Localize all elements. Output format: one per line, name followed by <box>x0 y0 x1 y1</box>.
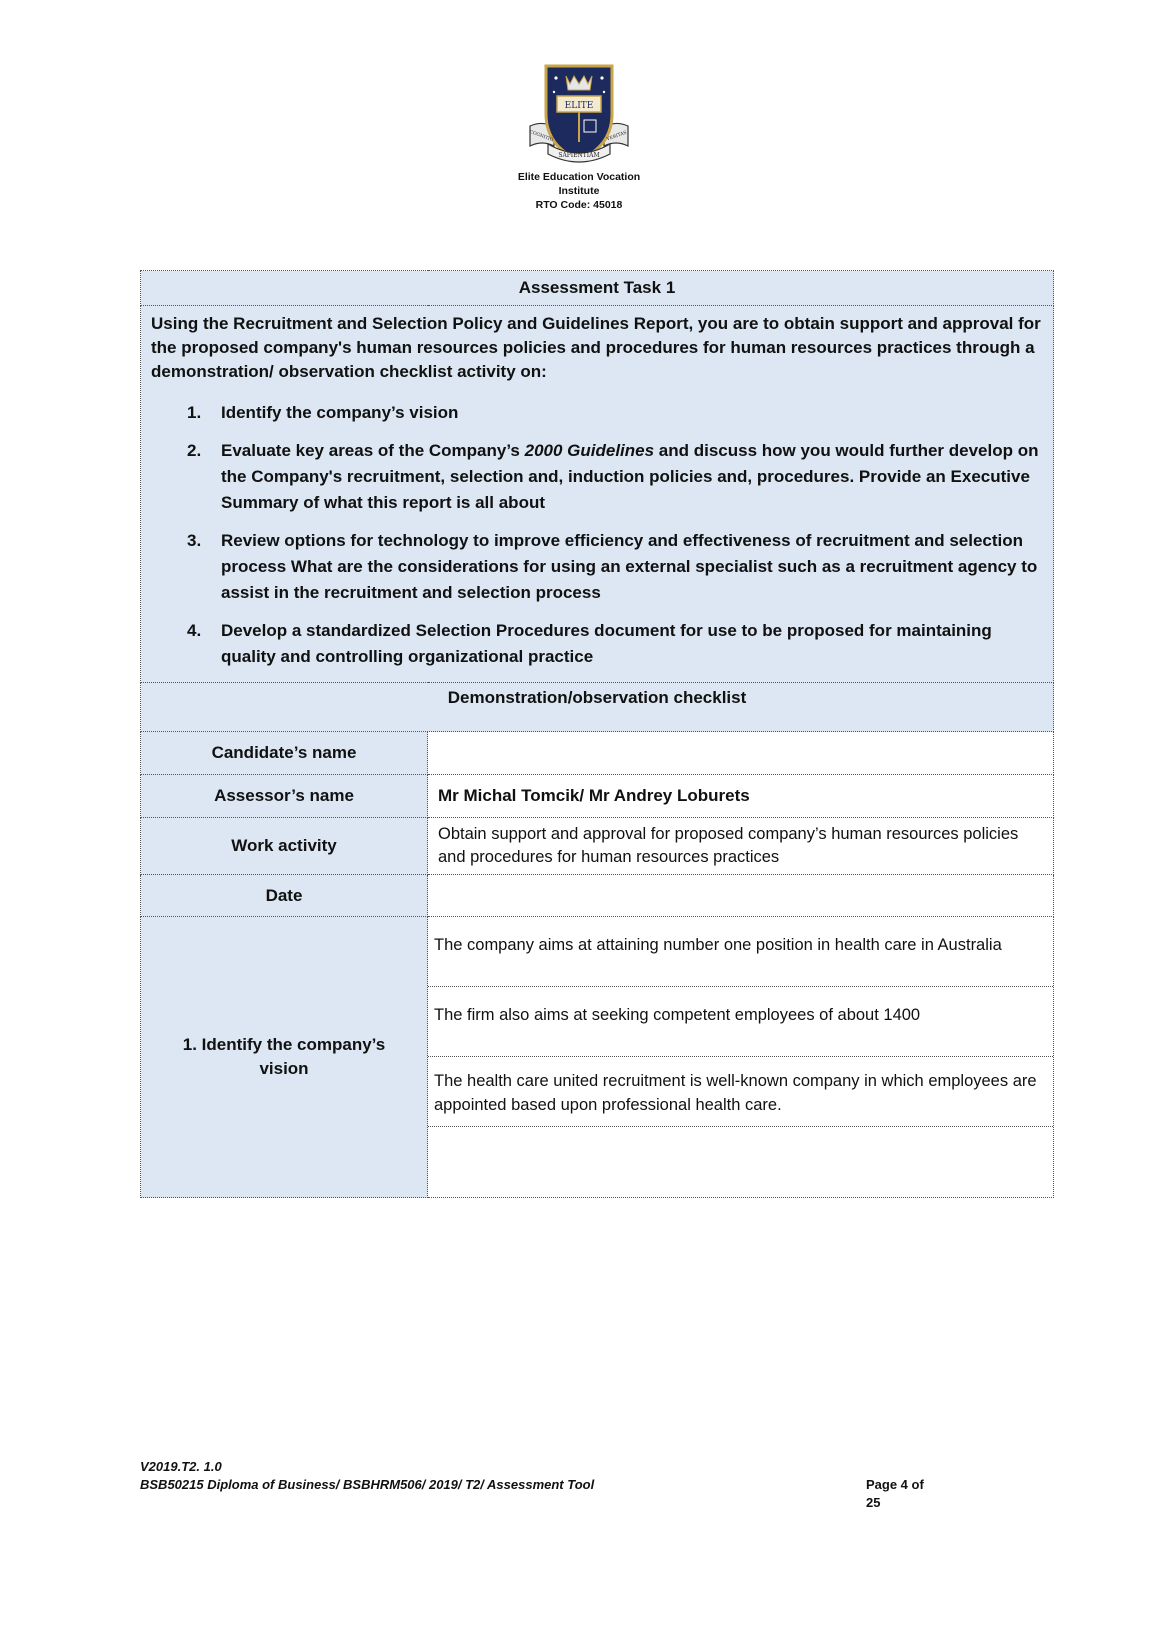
task-item-number: 3. <box>187 531 202 550</box>
task-item <box>187 438 1043 516</box>
vision-question-label: 1. Identify the company’s vision <box>141 917 428 1198</box>
work-activity-label: Work activity <box>141 818 428 875</box>
candidate-name-label: Candidate’s name <box>141 732 428 775</box>
footer-version: V2019.T2. 1.0 <box>140 1459 222 1474</box>
page-footer <box>140 1458 940 1510</box>
task-item-number: 1. <box>187 403 202 422</box>
assessor-name-value: Mr Michal Tomcik/ Mr Andrey Loburets <box>428 775 1054 818</box>
task-item-text: Review options for technology to improve efficiency and effectiveness of recruitment and selection process What are the considerations for using an external specialist such as a recruitment agency to assist in the recruitment and selection process <box>221 531 1038 602</box>
crest-text-elite: ELITE <box>564 101 594 111</box>
task-title: Assessment Task 1 <box>141 271 1054 306</box>
institute-name: Elite Education Vocation Institute <box>517 171 641 197</box>
task-item-number: 4. <box>187 621 202 640</box>
institute-logo-block <box>500 62 658 210</box>
task-item-list <box>151 400 1043 670</box>
task-item-text: Develop a standardized Selection Procedures document for use to be proposed for maintaining quality and controlling organizational practice <box>221 621 992 666</box>
task-item-text: Evaluate key areas of the Company’s 2000 Guidelines and discuss how you would further develop on the Company's recruitment, selection and, induction policies and, procedures. Provide an Executive Summary of what this report is all about <box>221 441 1039 512</box>
crest-text-motto: SAPIENTIAM <box>558 152 600 159</box>
rto-code: RTO Code: 45018 <box>535 199 623 211</box>
svg-text:COGNITIO: COGNITIO <box>528 129 554 144</box>
vision-answer-row[interactable]: The company aims at attaining number one position in health care in Australia <box>428 917 1053 987</box>
checklist-title: Demonstration/observation checklist <box>141 683 1054 732</box>
task-item-number: 2. <box>187 441 202 460</box>
task-instructions <box>141 306 1054 683</box>
candidate-name-field[interactable] <box>428 732 1054 775</box>
task-item <box>187 618 1043 670</box>
svg-text:VERITAS: VERITAS <box>606 130 628 143</box>
task-intro: Using the Recruitment and Selection Policy and Guidelines Report, you are to obtain support and approval for the proposed company's human resources policies and procedures for human resources practices through a demonstration/ observation checklist activity on: <box>151 314 1041 381</box>
vision-answers <box>428 917 1054 1198</box>
date-field[interactable] <box>428 875 1054 917</box>
vision-answer-row[interactable]: The firm also aims at seeking competent employees of about 1400 <box>428 987 1053 1057</box>
task-item <box>187 528 1043 606</box>
guidelines-emphasis: 2000 Guidelines <box>524 441 655 460</box>
crest-logo-icon <box>524 62 634 166</box>
task-item-text: Identify the company’s vision <box>221 403 459 422</box>
date-label: Date <box>141 875 428 917</box>
task-item <box>187 400 1043 426</box>
footer-page-number: Page 4 of 25 <box>866 1477 924 1510</box>
footer-course: BSB50215 Diploma of Business/ BSBHRM506/ 2019/ T2/ Assessment Tool <box>140 1477 595 1492</box>
vision-answer-row[interactable]: The health care united recruitment is well-known company in which employees are appointed based upon professional health care. <box>428 1057 1053 1127</box>
assessor-name-label: Assessor’s name <box>141 775 428 818</box>
vision-answer-row[interactable] <box>428 1127 1053 1197</box>
assessment-task-table <box>140 270 1054 1198</box>
work-activity-value: Obtain support and approval for proposed company’s human resources policies and procedures for human resources practices <box>428 818 1054 875</box>
